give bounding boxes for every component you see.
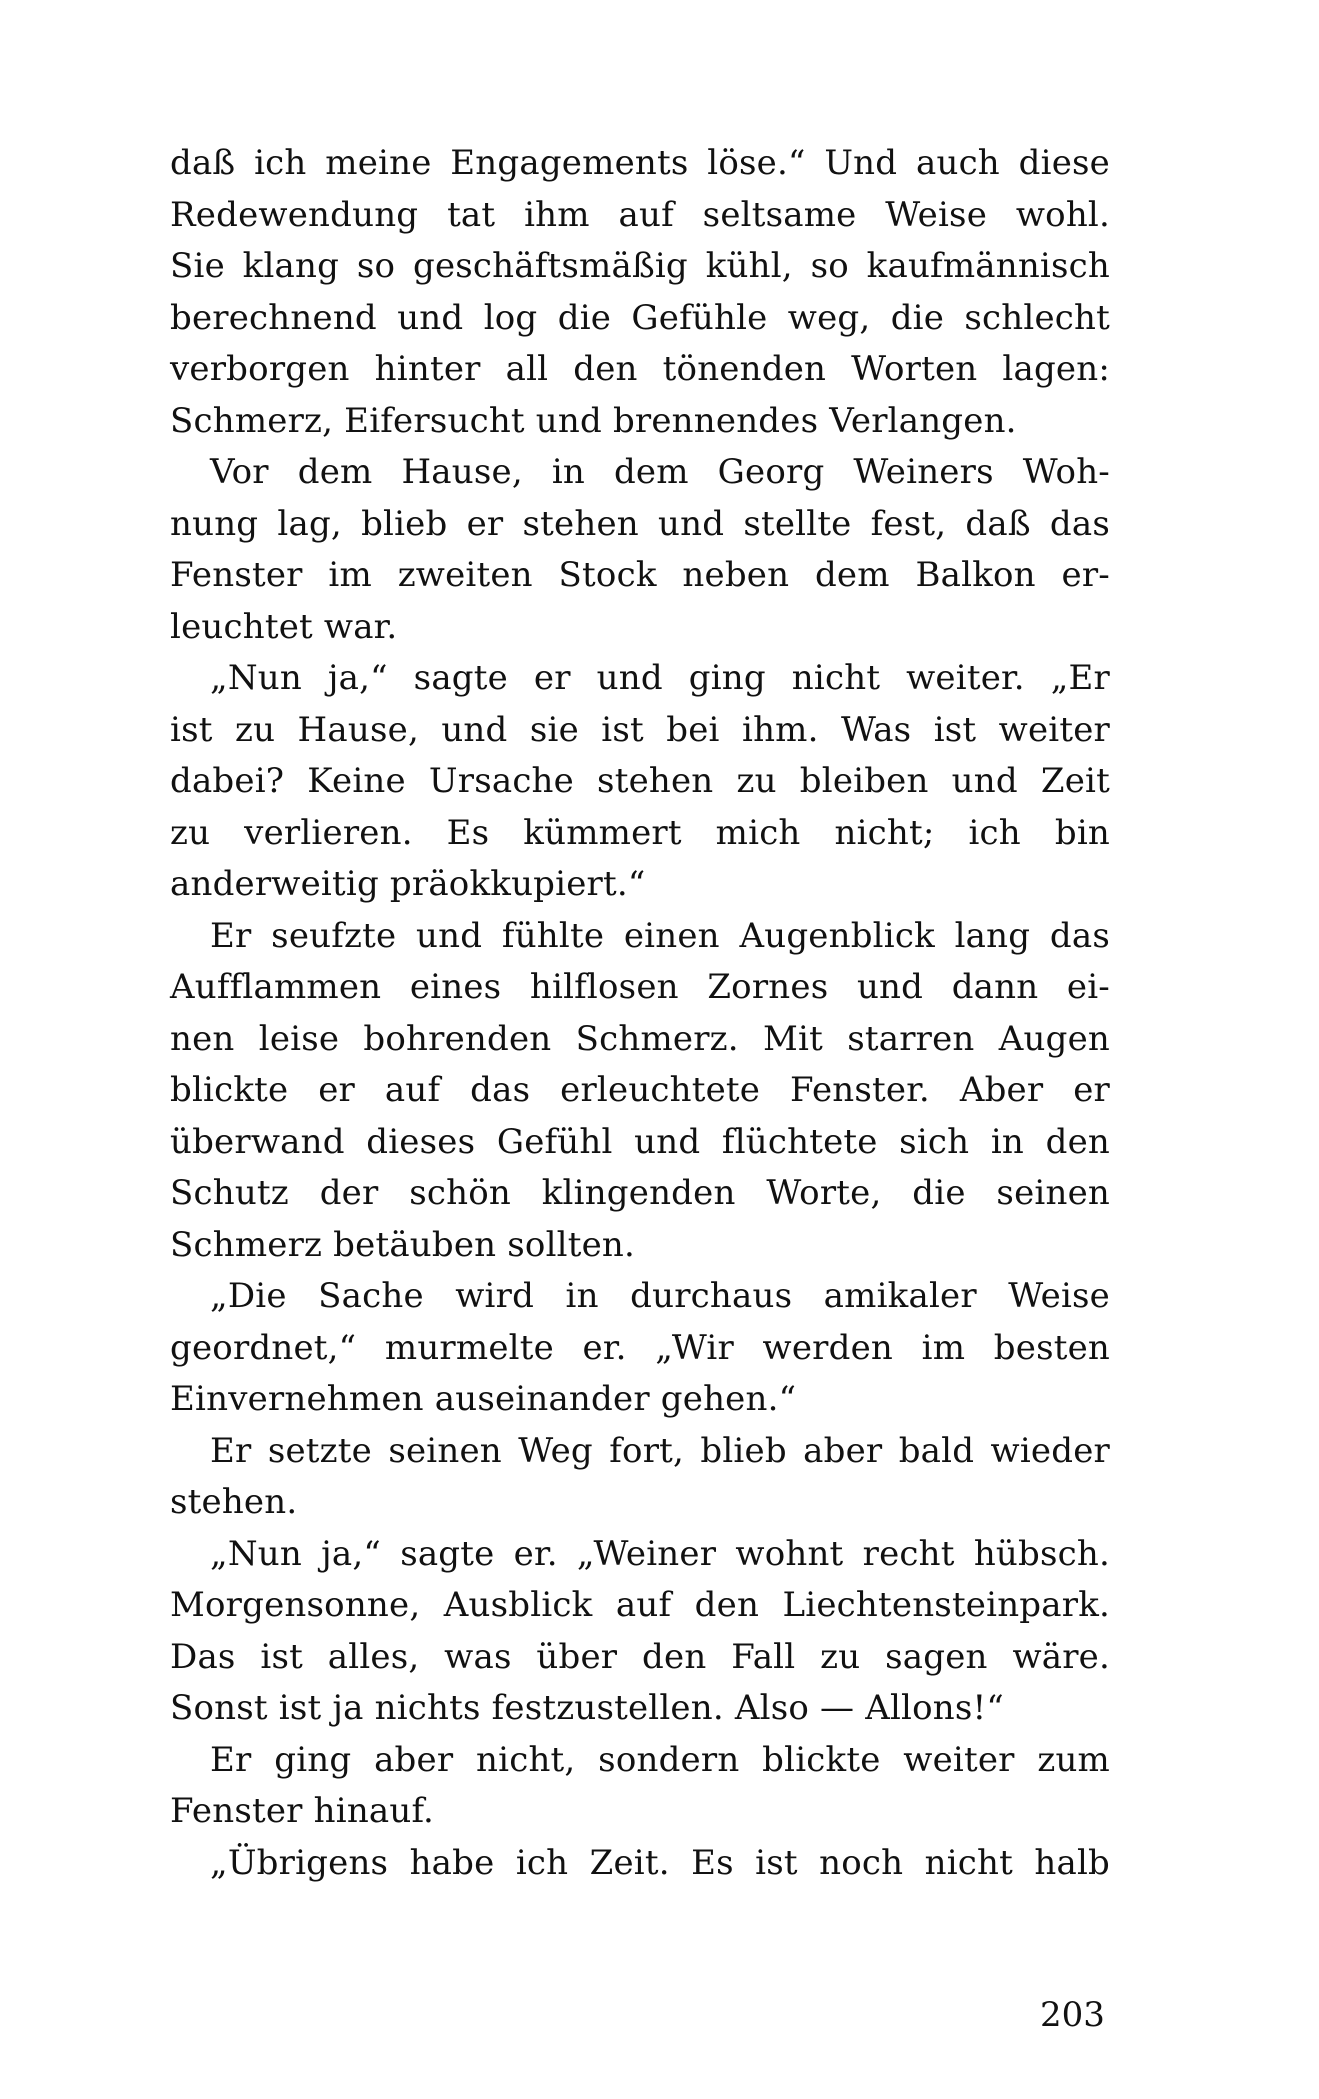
text-line: nung lag, blieb er stehen und stellte fest, daß das (170, 503, 1110, 544)
text-line: Einvernehmen auseinander gehen.“ (170, 1379, 797, 1419)
text-line: überwand dieses Gefühl und flüchtete sich in den (170, 1121, 1110, 1162)
text-line: geordnet,“ murmelte er. „Wir werden im besten (170, 1327, 1110, 1368)
text-line: Schutz der schön klingenden Worte, die seinen (170, 1173, 1110, 1213)
text-line: verborgen hinter all den tönenden Worten lagen: (170, 349, 1110, 389)
text-line: Redewendung tat ihm auf seltsame Weise wohl. (170, 194, 1110, 235)
text-line: daß ich meine Engagements löse.“ Und auch diese (170, 143, 1110, 183)
text-line: „Nun ja,“ sagte er und ging nicht weiter. „Er (210, 658, 1110, 698)
text-line: Fenster im zweiten Stock neben dem Balkon er- (170, 555, 1110, 595)
text-line: Fenster hinauf. (170, 1791, 435, 1831)
text-line: „Die Sache wird in durchaus amikaler Weise (210, 1276, 1110, 1316)
text-line: stehen. (170, 1482, 298, 1522)
text-line: Vor dem Hause, in dem Georg Weiners Woh- (210, 452, 1110, 492)
text-line: Er setzte seinen Weg fort, blieb aber bald wieder (210, 1430, 1110, 1471)
text-line: blickte er auf das erleuchtete Fenster. Aber er (170, 1070, 1110, 1110)
text-line: Morgensonne, Ausblick auf den Liechtensteinpark. (170, 1585, 1110, 1625)
text-line: nen leise bohrenden Schmerz. Mit starren Augen (170, 1018, 1110, 1059)
text-line: Sie klang so geschäftsmäßig kühl, so kaufmännisch (170, 246, 1110, 286)
text-line: „Übrigens habe ich Zeit. Es ist noch nicht halb (210, 1842, 1110, 1883)
text-line: Schmerz, Eifersucht und brennendes Verlangen. (170, 400, 1017, 441)
text-line: zu verlieren. Es kümmert mich nicht; ich bin (170, 812, 1110, 853)
text-line: leuchtet war. (170, 606, 398, 647)
text-line: Er seufzte und fühlte einen Augenblick lang das (210, 915, 1110, 956)
page-number: 203 (1040, 1995, 1105, 2035)
text-line: berechnend und log die Gefühle weg, die schlecht (170, 297, 1110, 338)
text-line: Das ist alles, was über den Fall zu sagen wäre. (170, 1636, 1110, 1677)
text-line: Er ging aber nicht, sondern blickte weiter zum (210, 1739, 1110, 1780)
text-line: Sonst ist ja nichts festzustellen. Also — Allons!“ (170, 1688, 1004, 1728)
page-body (170, 138, 1110, 1889)
text-line: anderweitig präokkupiert.“ (170, 864, 646, 904)
text-line: ist zu Hause, und sie ist bei ihm. Was ist weiter (170, 709, 1110, 750)
text-line: Schmerz betäuben sollten. (170, 1224, 636, 1265)
text-line: dabei? Keine Ursache stehen zu bleiben und Zeit (170, 761, 1110, 801)
text-line: „Nun ja,“ sagte er. „Weiner wohnt recht hübsch. (210, 1533, 1110, 1574)
text-line: Aufflammen eines hilflosen Zornes und dann ei- (170, 967, 1110, 1007)
